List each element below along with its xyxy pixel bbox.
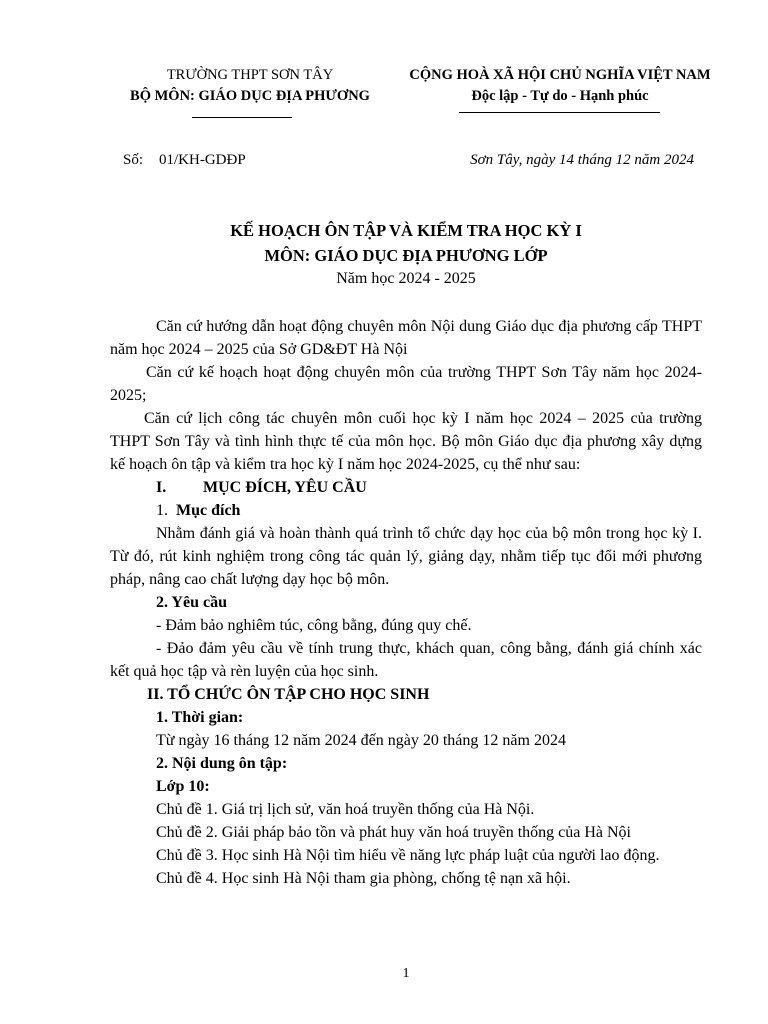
grade-heading: Lớp 10: bbox=[156, 778, 210, 795]
purpose-paragraph: Nhằm đánh giá và hoàn thành quá trình tổ chức dạy học của bộ môn trong học kỳ I. Từ đó, rút kinh nghiệm trong công tác quản lý, giảng dạy, nhằm tiếp tục đổi mới phương pháp, nâng cao chất lượng dạy học bộ môn. bbox=[110, 525, 702, 588]
page-number: 1 bbox=[402, 966, 410, 981]
requirement-item: - Đảm bảo nghiêm túc, công bằng, đúng quy chế. bbox=[156, 617, 472, 634]
school-name: TRƯỜNG THPT SƠN TÂY bbox=[166, 67, 334, 83]
document-number bbox=[123, 152, 246, 169]
topic-item: Chủ đề 2. Giải pháp bảo tồn và phát huy văn hoá truyền thống của Hà Nội bbox=[156, 824, 631, 841]
preamble-paragraph: Căn cứ kế hoạch hoạt động chuyên môn của trường THPT Sơn Tây năm học 2024-2025; bbox=[110, 364, 702, 404]
subsection-heading-purpose: 1. Mục đích bbox=[156, 502, 241, 519]
topic-item: Chủ đề 3. Học sinh Hà Nội tìm hiểu về năng lực pháp luật của người lao động. bbox=[156, 847, 660, 864]
section-heading-2: II. TỔ CHỨC ÔN TẬP CHO HỌC SINH bbox=[147, 686, 430, 703]
topic-item: Chủ đề 4. Học sinh Hà Nội tham gia phòng, chống tệ nạn xã hội. bbox=[156, 870, 571, 887]
document-subject: MÔN: GIÁO DỤC ĐỊA PHƯƠNG LỚP bbox=[264, 246, 548, 265]
national-motto: Độc lập - Tự do - Hạnh phúc bbox=[471, 88, 649, 104]
document-body bbox=[110, 315, 702, 890]
subsection-heading-requirements: 2. Yêu cầu bbox=[156, 594, 227, 611]
document-title: KẾ HOẠCH ÔN TẬP VÀ KIỂM TRA HỌC KỲ I bbox=[230, 221, 582, 240]
document-number-label: Số: bbox=[123, 152, 144, 168]
subsection-heading-time: 1. Thời gian: bbox=[156, 709, 244, 726]
place-date: Sơn Tây, ngày 14 tháng 12 năm 2024 bbox=[470, 152, 694, 168]
document-number-value: 01/KH-GDĐP bbox=[159, 152, 246, 168]
preamble-paragraph: Căn cứ hướng dẫn hoạt động chuyên môn Nội dung Giáo dục địa phương cấp THPT năm học 2024 – 2025 của Sở GD&ĐT Hà Nội bbox=[110, 318, 702, 358]
topic-item: Chủ đề 1. Giá trị lịch sử, văn hoá truyền thống của Hà Nội. bbox=[156, 801, 535, 818]
national-title: CỘNG HOÀ XÃ HỘI CHỦ NGHĨA VIỆT NAM bbox=[409, 67, 711, 83]
time-text: Từ ngày 16 tháng 12 năm 2024 đến ngày 20 tháng 12 năm 2024 bbox=[156, 732, 566, 749]
school-year: Năm học 2024 - 2025 bbox=[336, 270, 476, 287]
section-heading-1: I. MỤC ĐÍCH, YÊU CẦU bbox=[156, 479, 367, 496]
header-divider-left bbox=[192, 117, 292, 118]
header-divider-right bbox=[459, 112, 660, 113]
subsection-heading-content: 2. Nội dung ôn tập: bbox=[156, 755, 288, 772]
requirement-item: - Đảo đảm yêu cầu về tính trung thực, khách quan, công bằng, đánh giá chính xác kết quả học tập và rèn luyện của học sinh. bbox=[110, 640, 702, 680]
preamble-paragraph: Căn cứ lịch công tác chuyên môn cuối học kỳ I năm học 2024 – 2025 của trường THPT Sơn Tây và tình hình thực tế của môn học. Bộ môn Giáo dục địa phương xây dựng kế hoạch ôn tập và kiểm tra học kỳ I năm học 2024-2025, cụ thể như sau: bbox=[110, 410, 702, 473]
department-name: BỘ MÔN: GIÁO DỤC ĐỊA PHƯƠNG bbox=[130, 88, 370, 104]
